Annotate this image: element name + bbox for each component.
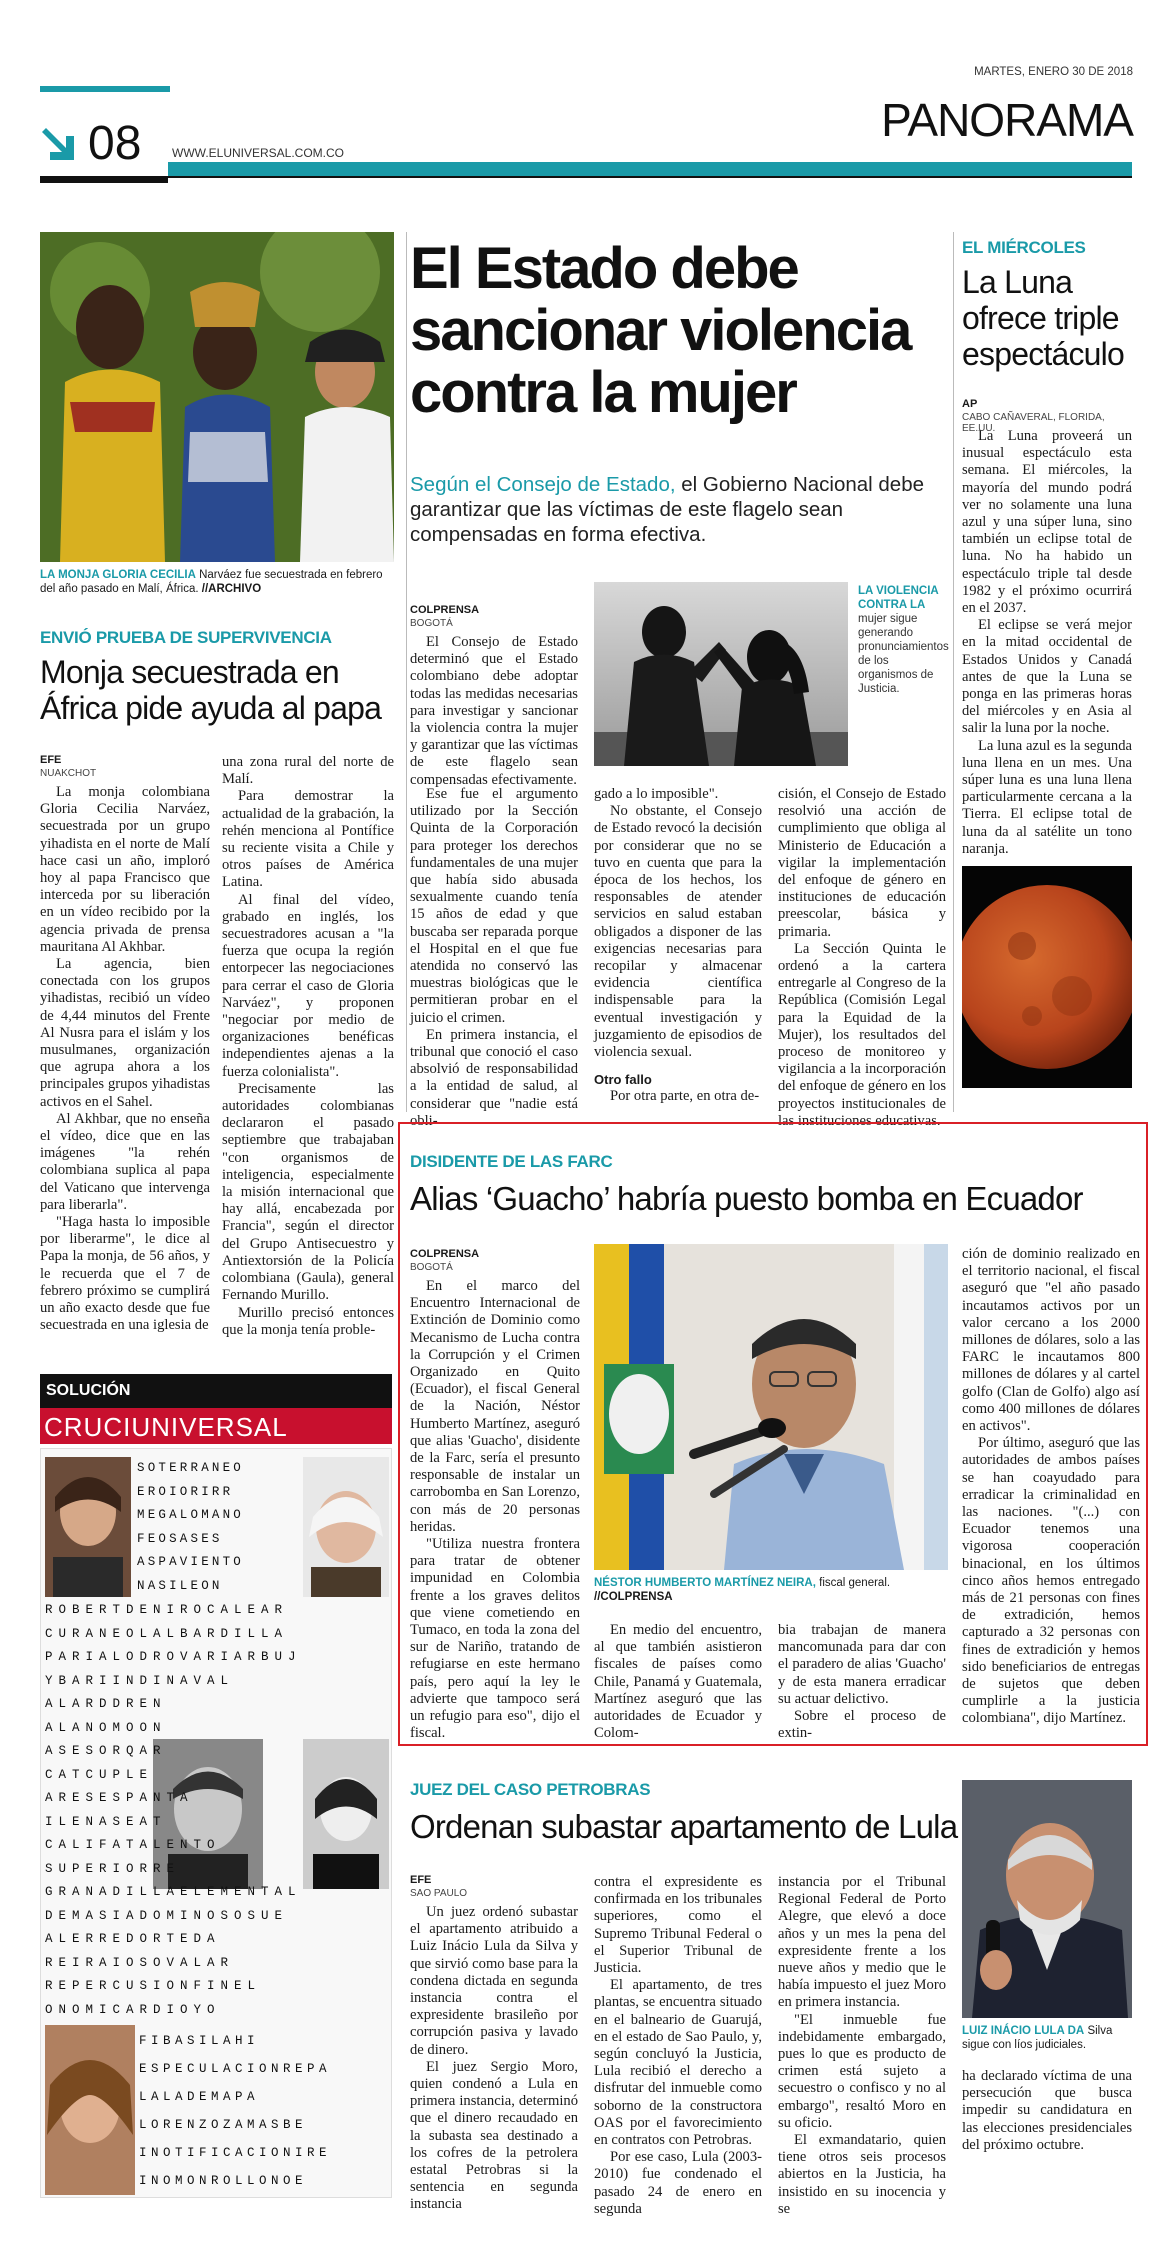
nun-column-2: una zona rural del norte de Malí. Para demostrar la actualidad de la grabación, la rehén menciona al Pontífice su reciente visita a Chile y otros países de América Latina. Al final del vídeo, grabado en inglés, los secuestradores acusan a "la fuerza que ocupa la región entorpecer las negociaciones para cerrar el caso de Gloria Narváez", y proponen "negociar por medio de organizaciones benéficas independientes ajenas a la fuerza colonialista". Precisamente las autoridades colombianas declararon el pasado septiembre que trabajaban "con organismos de inteligencia, especialmente la misión internacional que hay allá, encabezada por Francia", según el director del Grupo Antisecuestro y Antiextorsión de la Policía colombiana (Gaula), general Fernando Murillo. Murillo precisó entonces que la monja tenía proble- [222, 754, 394, 1338]
crossword-label-bar [40, 1374, 392, 1408]
moon-kicker: EL MIÉRCOLES [962, 238, 1086, 257]
column-divider [953, 232, 954, 1112]
fiscal-photo-caption: NÉSTOR HUMBERTO MARTÍNEZ NEIRA, fiscal general. //COLPRENSA [594, 1577, 891, 1603]
farc-agency: COLPRENSA [410, 1248, 480, 1260]
page-number: 08 [88, 117, 142, 170]
crossword-photo [45, 1457, 131, 1597]
lula-agency: EFE [410, 1874, 432, 1886]
main-dateline: BOGOTÁ [410, 618, 453, 629]
lula-column-2: contra el expresidente es confirmada en los tribunales superiores, como el Supremo Tribunal Federal o el Superior Tribunal de Justicia. El apartamento, de tres plantas, se encuentra situado en el balneario de Guarujá, en el estado de Sao Paulo, y, según concluyó la Justicia, Lula recibió el derecho a disfrutar del inmueble como soborno de la constructora OAS por el favorecimiento en contratos con Petrobras. Por ese caso, Lula (2003-2010) fue condenado el pasado 24 de enero en segunda [594, 1874, 762, 2217]
crossword-answers-top: SOTERRANEO EROIORIRR MEGALOMANO FEOSASES ASPAVIENTO NASILEON [137, 1461, 245, 1593]
lula-column-4: ha declarado víctima de una persecución que busca impedir su candidatura en las elecciones presidenciales del próximo octubre. [962, 2068, 1132, 2153]
main-agency: COLPRENSA [410, 604, 480, 616]
header-rule [40, 176, 1132, 178]
crossword-answers-bottom: FIBASILAHI ESPECULACIONREPA LALADEMAPA LORENZOZAMASBE INOTIFICACIONIRE INOMONROLLONOE [139, 2034, 332, 2188]
farc-column-4: ción de dominio realizado en el territorio nacional, el fiscal aseguró que "el año pasado incautamos activos por un valor cercano a los 2000 millones de dólares, solo a las FARC le incautamos 800 millones de dólares y al cartel golfo (Clan de Golfo) algo así como 400 millones de dólares en activos". Por último, aseguró que las autoridades de ambos países se han coayudado para erradicar la criminalidad en las naciones. "(...) con Ecuador tenemos una vigorosa cooperación binacional, en los últimos cinco años hemos entregado más de 21 personas con fines de extradición, hemos capturado a 32 personas con fines de extradición y hemos sido beneficiarios de entregas de sujetos que deben cumplirle a la justicia colombiana", dijo Martínez. [962, 1246, 1140, 1727]
main-headline[interactable]: El Estado debe sancionar violencia contra la mujer [410, 236, 911, 425]
violence-photo [594, 582, 848, 766]
main-deck: Según el Consejo de Estado, el Gobierno Nacional debe garantizar que las víctimas de este flagelo sean compensadas en forma efectiva. [410, 473, 925, 546]
lula-dateline: SAO PAULO [410, 1888, 468, 1899]
violence-photo-caption: LA VIOLENCIA CONTRA LA mujer sigue generando pronunciamientos de los organismos de Justicia. [858, 585, 949, 695]
lula-photo [962, 1780, 1132, 2018]
moon-dateline: CABO CAÑAVERAL, FLORIDA, EE.UU. [962, 412, 1105, 434]
arrow-icon [40, 124, 86, 164]
lula-photo-caption: LUIZ INÁCIO LULA DA Silva sigue con líos judiciales. [962, 2025, 1113, 2051]
header-teal-band [168, 162, 1132, 176]
nun-photo [40, 232, 394, 562]
website-link[interactable]: WWW.ELUNIVERSAL.COM.CO [172, 146, 345, 160]
nun-agency: EFE [40, 754, 62, 766]
farc-column-2: En medio del encuentro, al que también asistieron fiscales de países como Chile, Panamá y Guatemala, Martínez aseguró que las autoridades de Ecuador y Colom- [594, 1622, 762, 1742]
crossword-photo [45, 2025, 135, 2195]
main-intro: El Consejo de Estado determinó que el Estado colombiano debe adoptar todas las medidas necesarias para investigar y sancionar la violencia contra la mujer y garantizar que las víctimas de este flagelo sean compensadas efectivamente. [410, 634, 578, 788]
moon-photo [962, 866, 1132, 1088]
fiscal-photo [594, 1244, 948, 1570]
lula-column-3: instancia por el Tribunal Regional Federal de Porto Alegre, que elevó a doce años y un mes la pena del expresidente frente a los nueve años y medio que le había impuesto el juez Moro en primera instancia. "El inmueble fue indebidamente embargado, pues lo que es producto de crimen está sujeto a secuestro o confisco y no al embargo", resaltó Moro en su oficio. El exmandatario, quien tiene otros seis procesos abiertos en la Justicia, ha insistido en su inocencia y se [778, 1874, 946, 2217]
lula-headline[interactable]: Ordenan subastar apartamento de Lula [410, 1808, 958, 1845]
nun-photo-caption: LA MONJA GLORIA CECILIA Narváez fue secuestrada en febrero del año pasado en Malí, África. //ARCHIVO [40, 569, 383, 595]
farc-dateline: BOGOTÁ [410, 1262, 453, 1273]
farc-column-3: bia trabajan de manera mancomunada para dar con el paradero de alias 'Guacho' y de esta manera erradicar su actuar delictivo. Sobre el proceso de extin- [778, 1622, 946, 1742]
header-date: MARTES, ENERO 30 DE 2018 [974, 66, 1133, 78]
crossword-photo [303, 1457, 389, 1597]
main-subhead: Otro fallo [594, 1072, 652, 1088]
nun-headline[interactable]: Monja secuestrada en África pide ayuda al papa [40, 654, 382, 726]
crossword-title-bar [40, 1408, 392, 1444]
lula-column-1: Un juez ordenó subastar el apartamento atribuido a Luiz Inácio Lula da Silva y que sirvió como base para la condena dictada en segunda instancia contra el expresidente brasileño por corrupción pasiva y lavado de dinero. El juez Sergio Moro, quien condenó a Lula en primera instancia, determinó que el dinero recaudado en la subasta sea destinado a los cofres de la petrolera estatal Petrobras si la sentencia en segunda instancia [410, 1904, 578, 2213]
farc-kicker: DISIDENTE DE LAS FARC [410, 1152, 613, 1171]
column-divider [406, 232, 407, 1112]
main-column-3: cisión, el Consejo de Estado resolvió una acción de cumplimiento que obliga al Ministerio de Educación a vigilar la implementación del enfoque de género en instituciones de educación preescolar, básica y primaria. La Sección Quinta le ordenó a la cartera entregarle al Congreso de la República (Comisión Legal para la Equidad de la Mujer), los resultados del proceso de monitoreo y vigilancia a la incorporación del enfoque de género en los proyectos institucionales de las instituciones educativas. [778, 786, 946, 1129]
header-accent-bar [40, 86, 170, 92]
nun-column-1: La monja colombiana Gloria Cecilia Narváez, secuestrada por un grupo yihadista en el norte de Malí hace casi un año, imploró hoy al papa Francisco que interceda por su liberación en un vídeo recibido por la agencia privada de prensa mauritana Al Akhbar. La agencia, bien conectada con los grupos yihadistas, recibió un vídeo de 4,44 minutos del Frente Al Nusra para el islám y los musulmanes, organización que agrupa ahora a los principales grupos yihadistas activos en el Sahel. Al Akhbar, que no enseña el vídeo, dice que en las imágenes "la rehén colombiana suplica al papa del Vaticano que intervenga para liberarla". "Haga hasta lo imposible por liberarme", le dice al Papa la monja, de 56 años, y le recuerda que el 7 de febrero próximo se cumplirá un año exacto desde que fue secuestrada en una iglesia de [40, 784, 210, 1334]
moon-agency: AP [962, 398, 978, 410]
crossword-answers-middle: ROBERTDENIROCALEAR CURANEOLALBARDILLA PARIALODROVARIARBUJ YBARIINDINAVAL ALARDDREN ALANOMOON ASESORQAR CATCUPLE ARESESPANTA ILENASEAT CALIFATALENTO SUPERIORRE GRANADILLAELEMENTAL DEMASIADOMINOSOSUE ALERREDORTEDA REIRAIOSOVALAR REPERCUSIONFINEL ONOMICARDIOYO [45, 1603, 302, 2017]
crossword-grid [40, 1448, 392, 2198]
farc-headline[interactable]: Alias ‘Guacho’ habría puesto bomba en Ecuador [410, 1180, 1083, 1217]
moon-article: La Luna proveerá un inusual espectáculo esta semana. El miércoles, la mayoría del mundo podrá ver no solamente una luna azul y una súper luna, sino también un eclipse total de luna. No ha habido un espectáculo triple tal desde 1982 y el próximo ocurrirá en el 2037. El eclipse se verá mejor en la mitad occidental de Estados Unidos y Canadá antes de que la Luna se ponga en las primeras horas del miércoles y en Asia al salir la luna por la noche. La luna azul es la segunda luna llena en un mes. Una súper luna es una luna llena particularmente cercana a la Tierra. El eclipse total de luna da al satélite un tono naranja. [962, 428, 1132, 857]
nun-dateline: NUAKCHOT [40, 768, 97, 779]
section-title: PANORAMA [881, 94, 1133, 146]
moon-headline[interactable]: La Luna ofrece triple espectáculo [962, 264, 1124, 372]
nun-kicker: ENVIÓ PRUEBA DE SUPERVIVENCIA [40, 628, 332, 647]
crossword-title: CRUCIUNIVERSAL [44, 1412, 288, 1442]
farc-column-1: En el marco del Encuentro Internacional de Extinción de Dominio como Mecanismo de Lucha contra la Corrupción y el Crimen Organizado en Quito (Ecuador), el fiscal General de la Nación, Néstor Humberto Martínez, aseguró que alias 'Guacho', disidente de la Farc, sería el presunto responsable de instalar un carrobomba en San Lorenzo, con más de 20 personas heridas. "Utiliza nuestra frontera para tratar de obtener impunidad en Colombia frente a los graves delitos que viene cometiendo en Tumaco, en toda la zona del sur de Nariño, tratando de refugiarse en este hermano país, pero aquí la ley le advierte que tampoco será un refugio para eso", dijo el fiscal. [410, 1278, 580, 1742]
lula-kicker: JUEZ DEL CASO PETROBRAS [410, 1780, 651, 1799]
crossword-label: SOLUCIÓN [46, 1382, 131, 1399]
main-column-1: Ese fue el argumento utilizado por la Sección Quinta de la Corporación para proteger los derechos fundamentales de una mujer que había sido abusada sexualmente cuando tenía 15 años de edad y que buscaba ser reparada porque el Hospital en el que fue atendida no conservó las muestras biológicas que le permitieran probar en el juicio el crimen. En primera instancia, el tribunal que conoció el caso absolvió de responsabilidad a la entidad de salud, al considerar que "nadie está obli- [410, 786, 578, 1129]
main-column-2: gado a lo imposible". No obstante, el Consejo de Estado revocó la decisión por considerar que no se tuvo en cuenta que para la época de los hechos, los responsables de atender servicios en salud estaban obligados a disponer de las exigencias necesarias para recopilar y almacenar evidencia científica indispensable para la eventual investigación y juzgamiento de episodios de violencia sexual. Otro fallo Por otra parte, en otra de- [594, 786, 762, 1105]
